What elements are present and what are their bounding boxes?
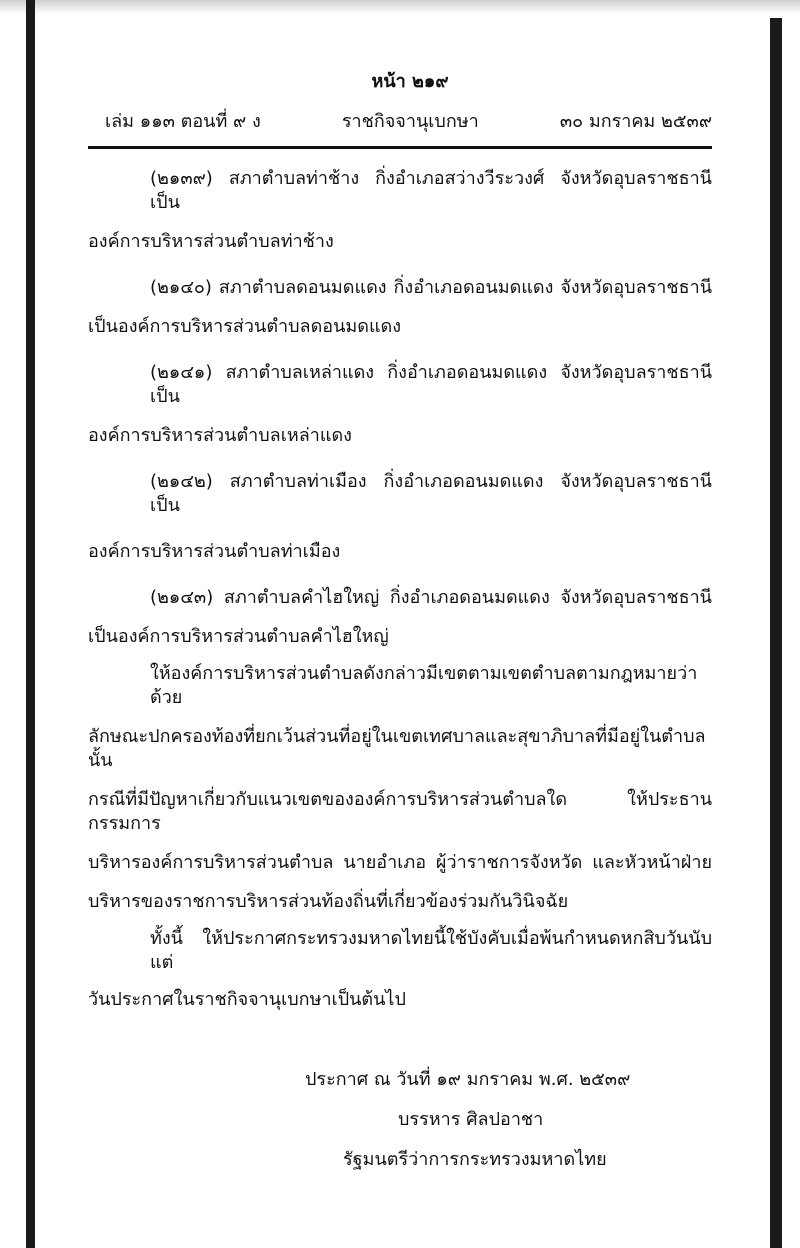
signature-block	[305, 1068, 705, 1172]
item-line: เป็นองค์การบริหารส่วนตำบลดอนมดแดง	[88, 316, 402, 337]
body-line: บริหารของราชการบริหารส่วนท้องถิ่นที่เกี่ยวข้องร่วมกันวินิจฉัย	[88, 891, 569, 912]
scan-right-border	[770, 18, 782, 1248]
item-line: (๒๑๔๑) สภาตำบลเหล่าแดง กิ่งอำเภอดอนมดแดง จังหวัดอุบลราชธานี เป็น	[150, 362, 712, 407]
body-line: ลักษณะปกครองท้องที่ยกเว้นส่วนที่อยู่ในเขตเทศบาลและสุขาภิบาลที่มีอยู่ในตำบลนั้น	[88, 726, 706, 771]
volume-issue: เล่ม ๑๑๓ ตอนที่ ๙ ง	[105, 111, 261, 132]
item-line: (๒๑๓๙) สภาตำบลท่าช้าง กิ่งอำเภอสว่างวีระวงศ์ จังหวัดอุบลราชธานี เป็น	[150, 168, 712, 213]
item-line: (๒๑๔๒) สภาตำบลท่าเมือง กิ่งอำเภอดอนมดแดง จังหวัดอุบลราชธานี เป็น	[150, 471, 712, 516]
body-line: กรณีที่มีปัญหาเกี่ยวกับแนวเขตขององค์การบริหารส่วนตำบลใด ให้ประธานกรรมการ	[88, 789, 712, 834]
header-rule	[88, 146, 712, 149]
item-line: (๒๑๔๓) สภาตำบลคำไฮใหญ่ กิ่งอำเภอดอนมดแดง จังหวัดอุบลราชธานี	[150, 587, 712, 608]
publication-name: ราชกิจจานุเบกษา	[341, 111, 479, 132]
header-date: ๓๐ มกราคม ๒๕๓๙	[559, 111, 712, 132]
gazette-page	[88, 0, 712, 1248]
item-line: องค์การบริหารส่วนตำบลท่าช้าง	[88, 231, 334, 252]
item-line: องค์การบริหารส่วนตำบลเหล่าแดง	[88, 425, 352, 446]
body-line: ทั้งนี้ ให้ประกาศกระทรวงมหาดไทยนี้ใช้บังคับเมื่อพ้นกำหนดหกสิบวันนับแต่	[150, 928, 712, 973]
item-line: (๒๑๔๐) สภาตำบลดอนมดแดง กิ่งอำเภอดอนมดแดง จังหวัดอุบลราชธานี	[150, 277, 712, 298]
page-number: หน้า ๒๑๙	[371, 71, 449, 92]
signatory-title: รัฐมนตรีว่าการกระทรวงมหาดไทย	[343, 1149, 607, 1170]
running-header	[88, 110, 712, 134]
body-line: บริหารองค์การบริหารส่วนตำบล นายอำเภอ ผู้ว่าราชการจังหวัด และหัวหน้าฝ่าย	[88, 852, 712, 873]
announcement-date: ประกาศ ณ วันที่ ๑๙ มกราคม พ.ศ. ๒๕๓๙	[305, 1069, 631, 1090]
item-line: องค์การบริหารส่วนตำบลท่าเมือง	[88, 541, 341, 562]
item-line: เป็นองค์การบริหารส่วนตำบลคำไฮใหญ่	[88, 626, 389, 647]
body-line: ให้องค์การบริหารส่วนตำบลดังกล่าวมีเขตตามเขตตำบลตามกฎหมายว่าด้วย	[150, 663, 698, 708]
scan-left-border	[26, 0, 35, 1248]
signatory-name: บรรหาร ศิลปอาชา	[398, 1109, 544, 1130]
body-line: วันประกาศในราชกิจจานุเบกษาเป็นต้นไป	[88, 989, 406, 1010]
